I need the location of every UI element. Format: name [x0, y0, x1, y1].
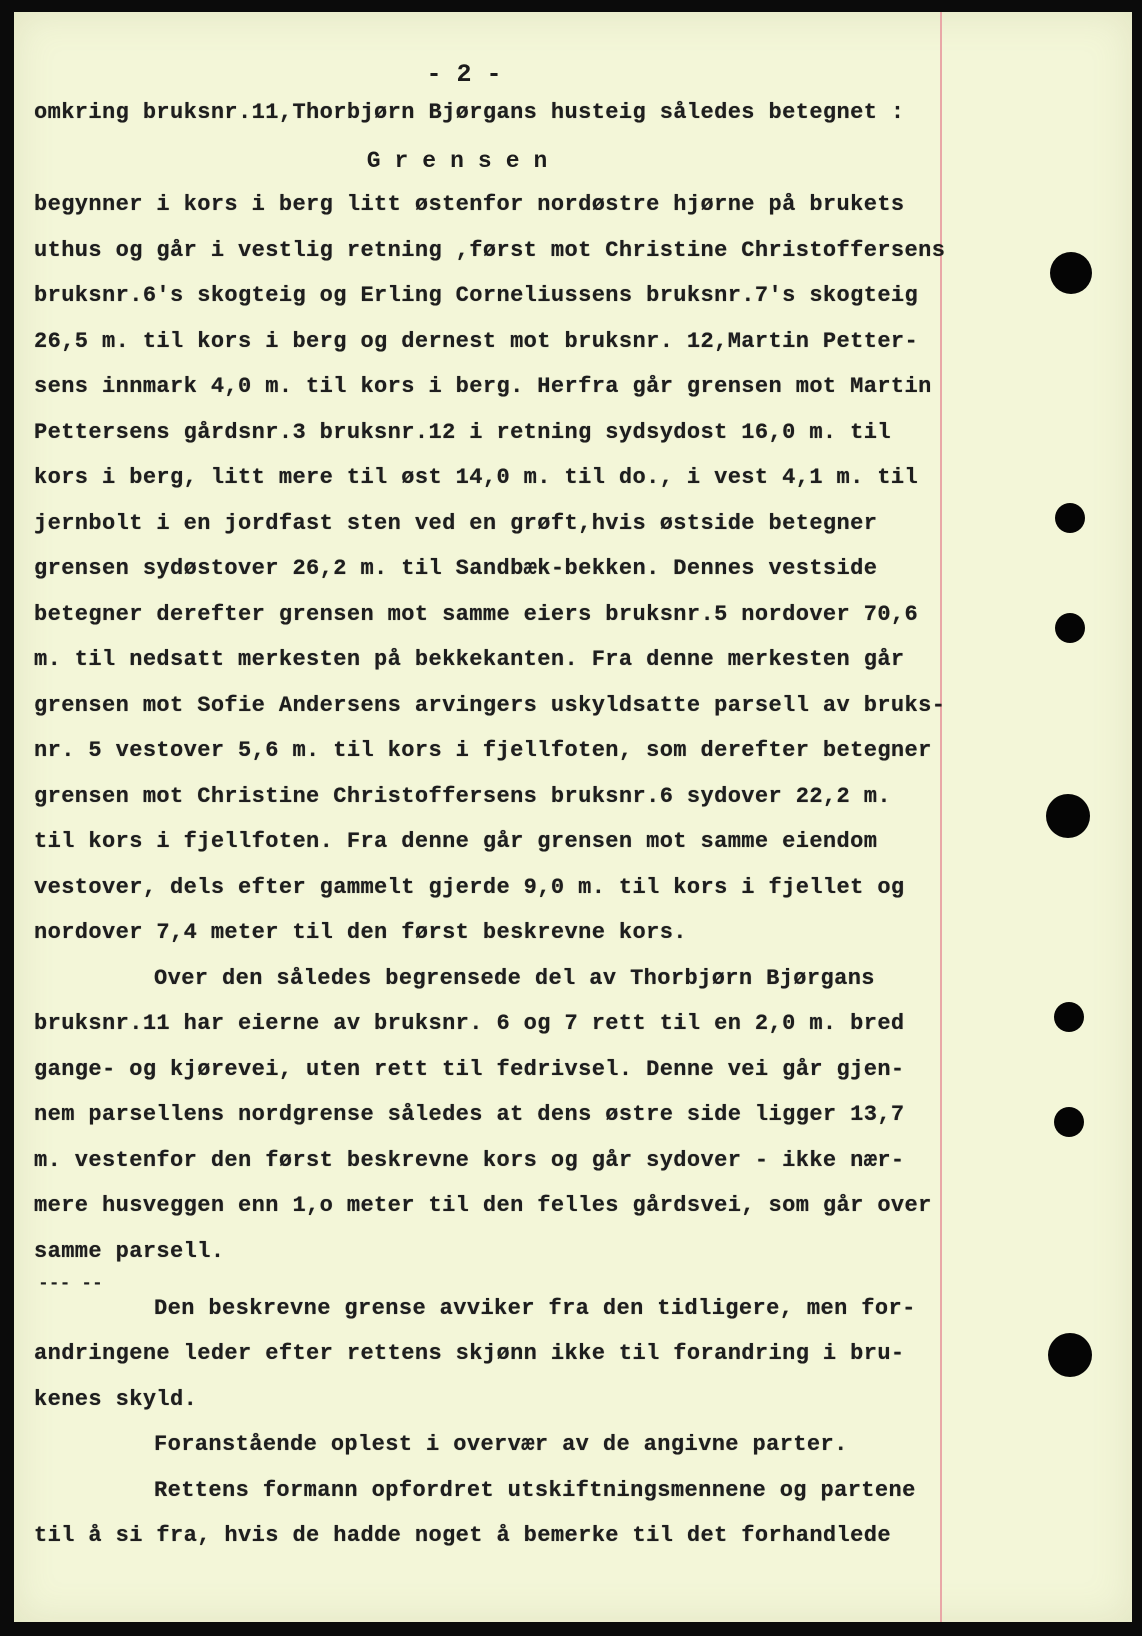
punch-hole-3 [1055, 613, 1085, 643]
text-line: vestover, dels efter gammelt gjerde 9,0 m. til kors i fjellet og [34, 875, 905, 900]
text-line: Rettens formann opfordret utskiftningsmennene og partene [154, 1478, 916, 1503]
text-line: samme parsell. [34, 1239, 225, 1264]
text-line: 26,5 m. til kors i berg og dernest mot bruksnr. 12,Martin Petter- [34, 329, 919, 354]
text-line: bruksnr.11 har eierne av bruksnr. 6 og 7 rett til en 2,0 m. bred [34, 1011, 905, 1036]
text-line: omkring bruksnr.11,Thorbjørn Bjørgans husteig således betegnet : [34, 100, 905, 125]
punch-hole-5 [1054, 1002, 1084, 1032]
punch-hole-1 [1050, 252, 1092, 294]
text-line: kenes skyld. [34, 1387, 198, 1412]
text-line: Over den således begrensede del av Thorbjørn Bjørgans [154, 966, 875, 991]
text-line: nordover 7,4 meter til den først beskrevne kors. [34, 920, 687, 945]
text-line: nem parsellens nordgrense således at dens østre side ligger 13,7 [34, 1102, 905, 1127]
text-line: til å si fra, hvis de hadde noget å bemerke til det forhandlede [34, 1523, 891, 1548]
section-heading: Grensen [366, 148, 562, 174]
text-line: andringene leder efter rettens skjønn ikke til forandring i bru- [34, 1341, 905, 1366]
section-separator: --- -- [38, 1274, 103, 1294]
punch-hole-7 [1048, 1333, 1092, 1377]
text-line: Den beskrevne grense avviker fra den tidligere, men for- [154, 1296, 916, 1321]
text-line: grensen mot Sofie Andersens arvingers uskyldsatte parsell av bruks- [34, 693, 946, 718]
text-line: til kors i fjellfoten. Fra denne går grensen mot samme eiendom [34, 829, 878, 854]
document-page [14, 12, 1132, 1622]
text-line: kors i berg, litt mere til øst 14,0 m. til do., i vest 4,1 m. til [34, 465, 919, 490]
text-line: uthus og går i vestlig retning ,først mot Christine Christoffersens [34, 238, 946, 263]
punch-hole-4 [1046, 794, 1090, 838]
text-line: grensen mot Christine Christoffersens bruksnr.6 sydover 22,2 m. [34, 784, 891, 809]
text-line: mere husveggen enn 1,o meter til den felles gårdsvei, som går over [34, 1193, 932, 1218]
text-line: sens innmark 4,0 m. til kors i berg. Herfra går grensen mot Martin [34, 374, 932, 399]
text-line: Foranstående oplest i overvær av de angivne parter. [154, 1432, 848, 1457]
text-line: begynner i kors i berg litt østenfor nordøstre hjørne på brukets [34, 192, 905, 217]
punch-hole-6 [1054, 1107, 1084, 1137]
text-line: Pettersens gårdsnr.3 bruksnr.12 i retning sydsydost 16,0 m. til [34, 420, 891, 445]
text-line: m. til nedsatt merkesten på bekkekanten. Fra denne merkesten går [34, 647, 905, 672]
text-line: nr. 5 vestover 5,6 m. til kors i fjellfoten, som derefter betegner [34, 738, 932, 763]
page-number: - 2 - [426, 60, 502, 89]
text-line: betegner derefter grensen mot samme eiers bruksnr.5 nordover 70,6 [34, 602, 919, 627]
text-line: grensen sydøstover 26,2 m. til Sandbæk-bekken. Dennes vestside [34, 556, 878, 581]
text-line: bruksnr.6's skogteig og Erling Corneliussens bruksnr.7's skogteig [34, 283, 919, 308]
text-line: gange- og kjørevei, uten rett til fedrivsel. Denne vei går gjen- [34, 1057, 905, 1082]
punch-hole-2 [1055, 503, 1085, 533]
text-line: m. vestenfor den først beskrevne kors og går sydover - ikke nær- [34, 1148, 905, 1173]
text-line: jernbolt i en jordfast sten ved en grøft,hvis østside betegner [34, 511, 878, 536]
